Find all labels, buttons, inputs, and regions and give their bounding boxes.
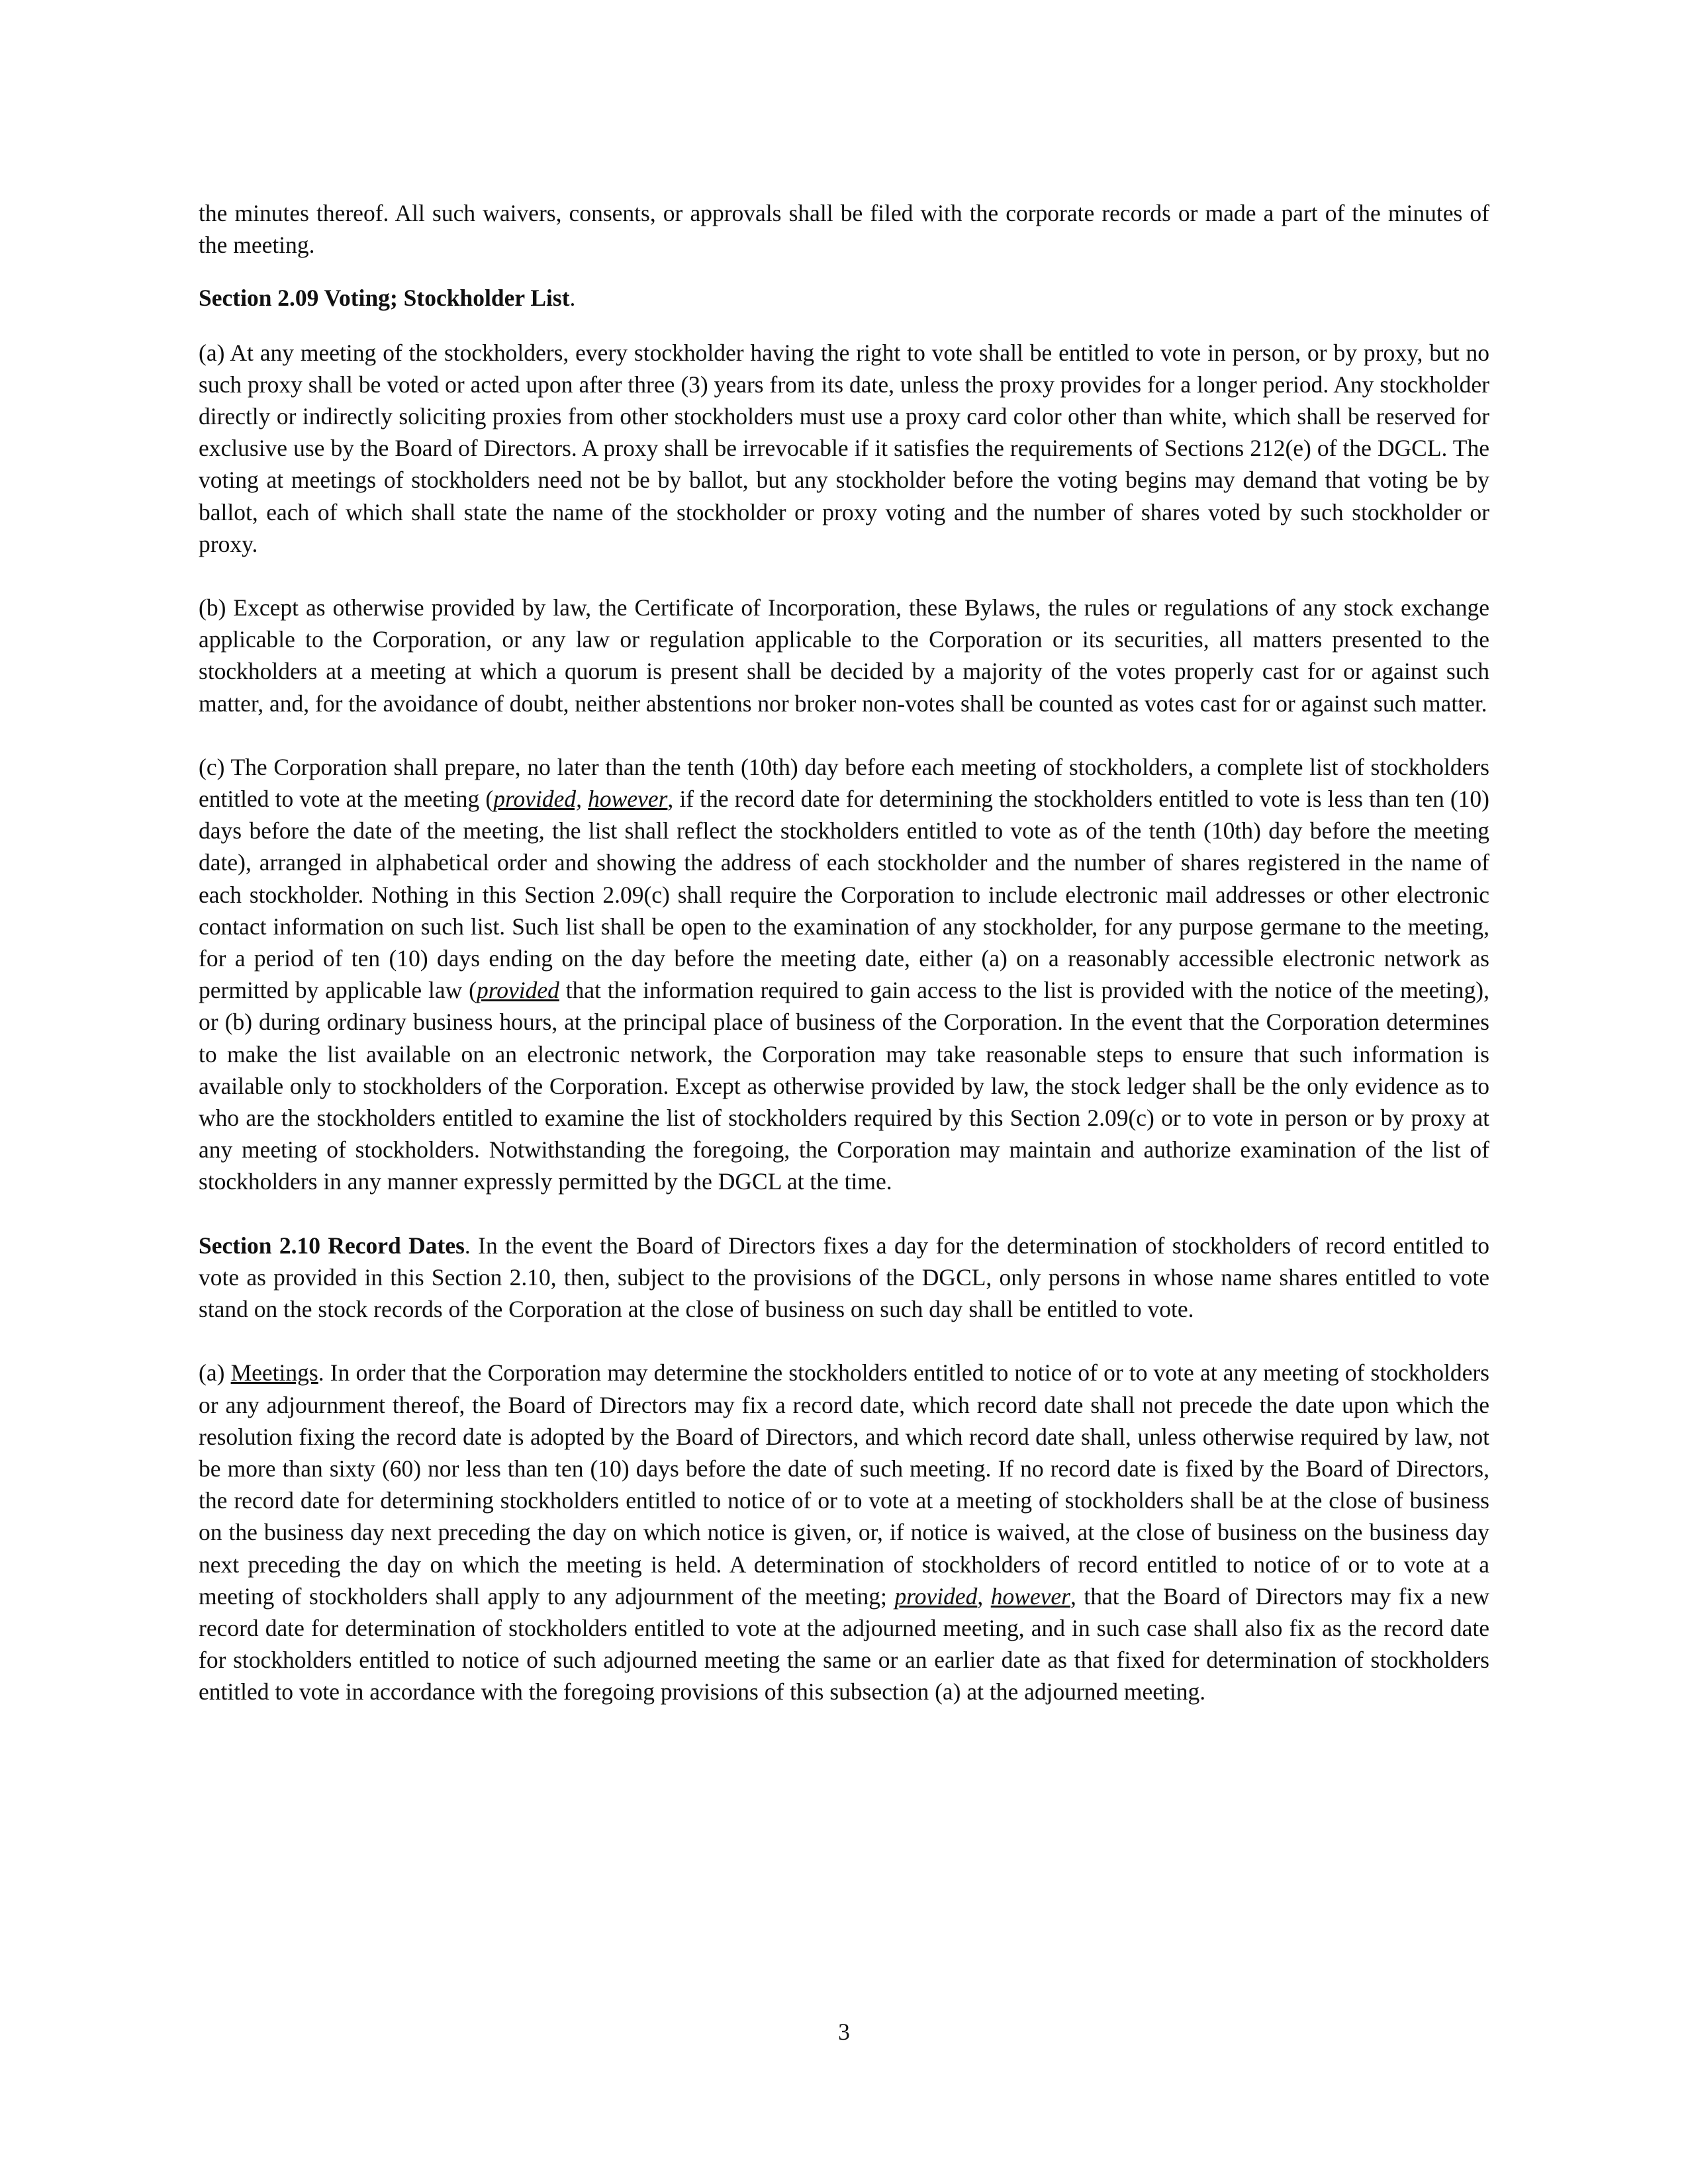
section-2-10-a-paragraph [199, 1357, 1489, 1707]
section-2-09-b-text: (b) Except as otherwise provided by law, the Certificate of Incorporation, these Bylaws, the rules or regulations of any stock exchange applicable to the Corporation, or any law or regulation applicable to the Corporation or its securities, all matters presented to the stockholders at a meeting at which a quorum is present shall be decided by a majority of the votes properly cast for or against such matter, and, for the avoidance of doubt, neither abstentions nor broker non-votes shall be counted as votes cast for or against such matter. [199, 594, 1489, 717]
space [582, 786, 588, 812]
document-page [199, 197, 1489, 1708]
section-2-09-c-text-2: , if the record date for determining the stockholders entitled to vote is less than ten (10) days before the date of the meeting, the list shall reflect the stockholders entitled to vote as of the tenth (10th) day before the meeting date), arranged in alphabetical order and showing the address of each stockholder and the number of shares registered in the name of each stockholder. Nothing in this Section 2.09(c) shall require the Corporation to include electronic mail addresses or other electronic contact information on such list. Such list shall be open to the examination of any stockholder, for any purpose germane to the meeting, for a period of ten (10) days ending on the day before the meeting date, either (a) on a reasonably accessible electronic network as permitted by applicable law ( [199, 786, 1489, 1004]
provided-term-2: provided [477, 977, 559, 1004]
comma: , [977, 1582, 991, 1610]
section-2-10-paragraph [199, 1230, 1489, 1326]
section-2-09-c-text-1: (c) The Corporation shall prepare, no later than the tenth (10th) day before each meeting of stockholders, a complete list of stockholders entitled to vote at the meeting ( [199, 753, 1489, 813]
section-2-09-a-text: (a) At any meeting of the stockholders, every stockholder having the right to vote shall be entitled to vote in person, or by proxy, but no such proxy shall be voted or acted upon after three (3) years from its date, unless the proxy provides for a longer period. Any stockholder directly or indirectly soliciting proxies from other stockholders must use a proxy card color other than white, which shall be reserved for exclusive use by the Board of Directors. A proxy shall be irrevocable if it satisfies the requirements of Sections 212(e) of the DGCL. The voting at meetings of stockholders need not be by ballot, but any stockholder before the voting begins may demand that voting be by ballot, each of which shall state the name of the stockholder or proxy voting and the number of shares voted by such stockholder or proxy. [199, 339, 1489, 557]
section-2-09-b-paragraph [199, 592, 1489, 719]
continuation-paragraph [199, 197, 1489, 261]
however-term: however [588, 786, 668, 813]
section-2-10-a-text-2: , that the Board of Directors may fix a new record date for determination of stockholders entitled to vote at the adjourned meeting, and in such case shall also fix as the record date for stockholders entitled to notice of such adjourned meeting the same or an earlier date as that fixed for determination of stockholders entitled to vote in accordance with the foregoing provisions of this subsection (a) at the adjourned meeting. [199, 1582, 1490, 1706]
section-2-10-a-text-1: . In order that the Corporation may determine the stockholders entitled to notice of or to vote at any meeting of stockholders or any adjournment thereof, the Board of Directors may fix a record date, which record date shall not precede the date upon which the resolution fixing the record date is adopted by the Board of Directors, and which record date shall, unless otherwise required by law, not be more than sixty (60) nor less than ten (10) days before the date of such meeting. If no record date is fixed by the Board of Directors, the record date for determining stockholders entitled to notice of or to vote at a meeting of stockholders shall be at the close of business on the business day next preceding the day on which notice is given, or, if notice is waived, at the close of business on the business day next preceding the day on which the meeting is held. A determination of stockholders of record entitled to notice of or to vote at a meeting of stockholders shall apply to any adjournment of the meeting; [199, 1359, 1489, 1610]
section-2-10-a-prefix: (a) [199, 1359, 231, 1387]
section-2-09-heading-paragraph [199, 282, 1489, 314]
section-2-10-heading: Section 2.10 Record Dates [199, 1232, 465, 1259]
section-2-09-c-paragraph [199, 751, 1489, 1198]
continuation-text: the minutes thereof. All such waivers, consents, or approvals shall be filed with the corporate records or made a part of the minutes of the meeting. [199, 200, 1489, 259]
section-2-09-heading: Section 2.09 Voting; Stockholder List [199, 285, 570, 312]
however-term-2: however [990, 1582, 1070, 1610]
section-2-10-intro: . In the event the Board of Directors fixes a day for the determination of stockholders of record entitled to vote as provided in this Section 2.10, then, subject to the provisions of the DGCL, only persons in whose name shares entitled to vote stand on the stock records of the Corporation at the close of business on such day shall be entitled to vote. [199, 1232, 1489, 1323]
meetings-subheading: Meetings [230, 1359, 318, 1387]
provided-term-3: provided [894, 1582, 978, 1610]
provided-term: provided, [493, 786, 582, 813]
section-2-09-heading-period: . [569, 285, 576, 312]
section-2-09-a-paragraph [199, 337, 1489, 560]
page-number: 3 [838, 2019, 850, 2045]
section-2-09-c-text-3: that the information required to gain access to the list is provided with the notice of the meeting), or (b) during ordinary business hours, at the principal place of business of the Corporation. In the event that the Corporation determines to make the list available on an electronic network, the Corporation may take reasonable steps to ensure that such information is available only to stockholders of the Corporation. Except as otherwise provided by law, the stock ledger shall be the only evidence as to who are the stockholders entitled to examine the list of stockholders required by this Section 2.09(c) or to vote in person or by proxy at any meeting of stockholders. Notwithstanding the foregoing, the Corporation may maintain and authorize examination of the list of stockholders in any manner expressly permitted by the DGCL at the time. [199, 977, 1489, 1195]
